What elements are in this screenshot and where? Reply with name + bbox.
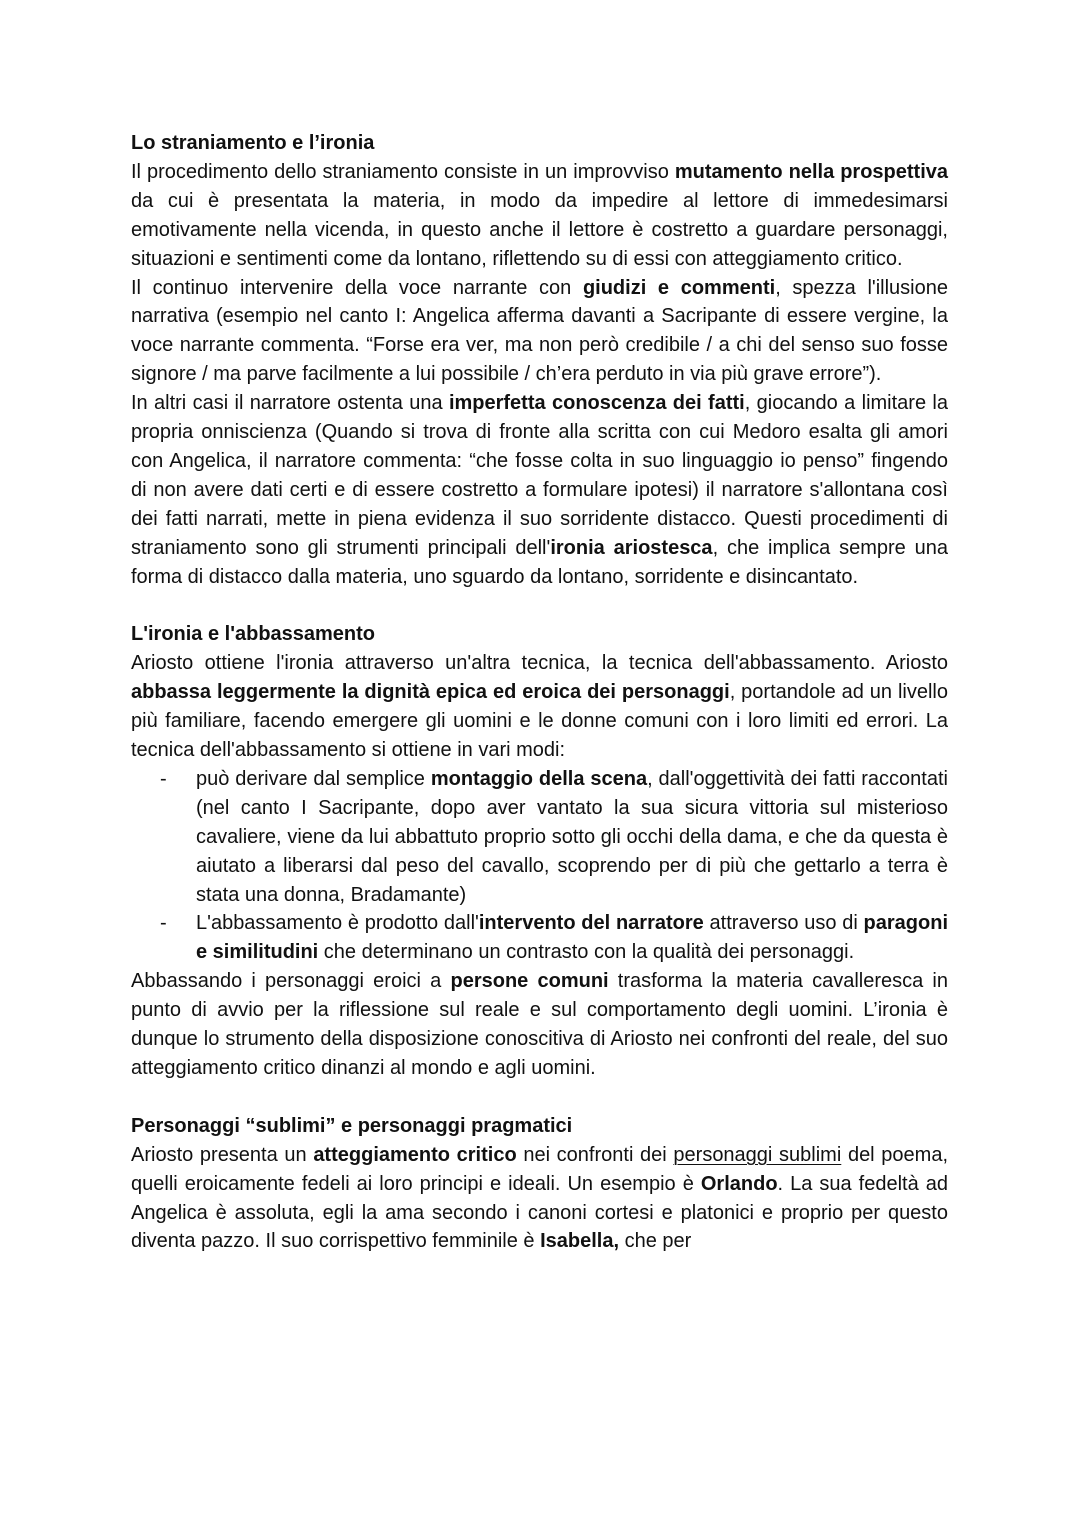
document-page [131, 129, 948, 1256]
text: In altri casi il narratore ostenta una [131, 392, 449, 415]
bullet-list [131, 765, 948, 967]
text: . La sua fedeltà ad Angelica è assoluta, egli la ama secondo i canoni cortesi e platonici e proprio per questo diventa pazzo. Il suo corrispettivo femminile è [131, 1172, 948, 1253]
bold-text: mutamento nella prospettiva [674, 160, 948, 183]
paragraph [131, 1141, 948, 1257]
text: del poema, quelli eroicamente fedeli ai loro principi e ideali. Un esempio è [131, 1143, 948, 1195]
bold-text: atteggiamento critico [313, 1143, 517, 1166]
text: trasforma la materia cavalleresca in punto di avvio per la riflessione sul reale e sul comportamento degli uomini. L’ironia è dunque lo strumento della disposizione conoscitiva di Ariosto nei confronti del reale, del suo atteggiamento critico dinanzi al mondo e agli uomini. [131, 970, 948, 1079]
text: nei confronti dei [516, 1143, 674, 1166]
bold-text: montaggio della scena [430, 767, 648, 790]
dash-bullet-icon: - [160, 767, 167, 790]
text: da cui è presentata la materia, in modo da impedire al lettore di immedesimarsi emotivamente nella vicenda, in questo anche il lettore è costretto a guardare personaggi, situazioni e sentimenti come da lontano, riflettendo su di essi con atteggiamento critico. [131, 189, 948, 270]
bold-text: Isabella, [540, 1230, 620, 1253]
dash-bullet-icon: - [160, 912, 167, 935]
paragraph [131, 158, 948, 274]
text: Abbassando i personaggi eroici a [131, 970, 451, 993]
text: , portandole ad un livello più familiare, facendo emergere gli uomini e le donne comuni con i loro limiti ed errori. La tecnica dell'abbassamento si ottiene in vari modi: [131, 681, 948, 762]
bold-text: abbassa leggermente la dignità epica ed eroica dei personaggi [131, 681, 730, 704]
underlined-text: personaggi sublimi [673, 1143, 842, 1166]
paragraph [131, 967, 948, 1083]
section-title: Lo straniamento e l’ironia [131, 132, 375, 154]
bold-text: giudizi e commenti [582, 276, 776, 299]
paragraph [131, 649, 948, 765]
paragraph [131, 389, 948, 591]
bold-text: ironia ariostesca [550, 536, 713, 559]
text: , spezza l'illusione narrativa (esempio nel canto I: Angelica afferma davanti a Sacripante di essere vergine, la voce narrante commenta. “Forse era ver, ma non però credibile / a chi del senso suo fosse signore / ma parve facilmente a lui possibile / ch’era perduto in via più grave errore”). [131, 276, 948, 386]
text: Il continuo intervenire della voce narrante con [131, 276, 583, 299]
section-abbassamento [131, 620, 948, 1083]
text: Ariosto ottiene l'ironia attraverso un'altra tecnica, la tecnica dell'abbassamento. Ariosto [131, 652, 948, 675]
bold-text: intervento del narratore [478, 912, 704, 935]
blank-line [131, 592, 948, 621]
paragraph [131, 274, 948, 390]
bold-text: imperfetta conoscenza dei fatti [448, 392, 745, 415]
bold-text: paragoni e similitudini [196, 912, 948, 964]
text: , che implica sempre una forma di distacco dalla materia, uno sguardo da lontano, sorridente e disincantato. [131, 536, 949, 588]
text: L'abbassamento è prodotto dall' [196, 912, 479, 935]
section-straniamento [131, 129, 948, 592]
text: che per [619, 1230, 692, 1253]
section-title: Personaggi “sublimi” e personaggi pragmatici [131, 1114, 573, 1137]
section-personaggi [131, 1112, 948, 1257]
text: che determinano un contrasto con la qualità dei personaggi. [318, 941, 855, 964]
section-title: L'ironia e l'abbassamento [131, 623, 376, 646]
text: , dall'oggettività dei fatti raccontati (nel canto I Sacripante, dopo aver vantato la sua sicura vittoria sul misterioso cavaliere, viene da lui abbattuto proprio sotto gli occhi della dama, e che da questa è aiutato a liberarsi dal peso del cavallo, scoprendo per di più che gettarlo a terra è stata una donna, Bradamante) [196, 767, 948, 906]
text: Il procedimento dello straniamento consiste in un improvviso [131, 160, 675, 183]
text: attraverso uso di [703, 912, 864, 935]
list-item [131, 765, 948, 910]
blank-line [131, 1083, 948, 1112]
text: può derivare dal semplice [196, 767, 431, 790]
list-item [131, 909, 948, 967]
text: Ariosto presenta un [131, 1143, 314, 1166]
text: , giocando a limitare la propria onniscienza (Quando si trova di fronte alla scritta con cui Medoro esalta gli amori con Angelica, il narratore commenta: “che fosse colta in suo linguaggio io penso” fingendo di non avere dati certi e di essere costretto a formulare ipotesi) il narratore s'allontana così dei fatti narrati, mette in piena evidenza il suo sorridente distacco. Questi procedimenti di straniamento sono gli strumenti principali dell' [131, 392, 948, 559]
bold-text: persone comuni [450, 970, 609, 993]
bold-text: Orlando [700, 1172, 778, 1195]
